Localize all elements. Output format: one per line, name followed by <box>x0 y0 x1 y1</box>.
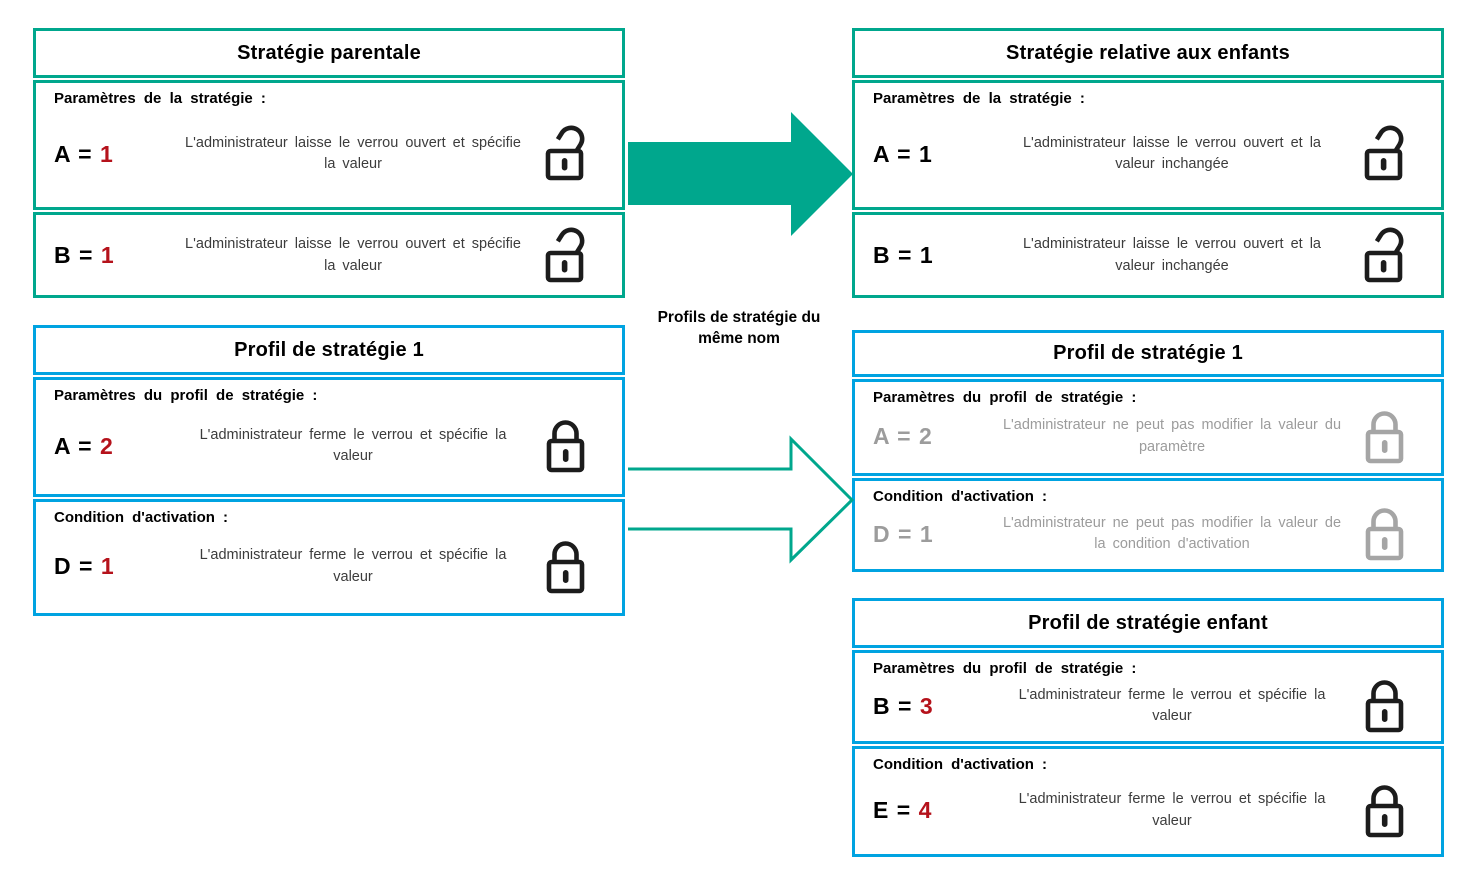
param-row-d <box>873 505 1425 563</box>
child-received-profile-title: Profil de stratégie 1 <box>852 330 1444 377</box>
outline-inherit-arrow <box>628 439 852 560</box>
param-row-a <box>54 404 606 488</box>
param-e-value: E = 4 <box>873 797 932 823</box>
child-policy-profile-box <box>852 598 1444 857</box>
param-b-description: L'administrateur laisse le verrou ouvert et la valeur inchangée <box>1022 236 1321 274</box>
param-row-a <box>873 107 1425 201</box>
param-d-value: D = 1 <box>873 520 933 547</box>
child-policy-box <box>852 28 1444 298</box>
unlocked-lock-icon <box>1343 226 1425 286</box>
param-a-value: A = 1 <box>873 140 932 167</box>
child-profile-condition-cell <box>852 746 1444 857</box>
same-name-profiles-label: Profils de stratégie du même nom <box>657 309 821 347</box>
param-d-value: D = 1 <box>54 553 114 579</box>
child-policy-title: Stratégie relative aux enfants <box>852 28 1444 78</box>
activation-condition-label: Condition d'activation : <box>873 488 1048 505</box>
activation-condition-label: Condition d'activation : <box>54 509 229 526</box>
solid-inherit-arrow <box>628 112 853 236</box>
received-profile-param-a-cell <box>852 379 1444 476</box>
policy-settings-label: Paramètres de la stratégie : <box>54 90 266 107</box>
param-row-b <box>873 222 1425 289</box>
unlocked-lock-icon <box>524 226 606 286</box>
profile-settings-label: Paramètres du profil de stratégie : <box>873 389 1137 406</box>
locked-lock-icon <box>1343 782 1425 840</box>
parent-policy-title: Stratégie parentale <box>33 28 625 78</box>
param-a-description: L'administrateur ferme le verrou et spécifie la valeur <box>199 426 507 464</box>
profile-settings-label: Paramètres du profil de stratégie : <box>54 387 318 404</box>
parent-policy-box <box>33 28 625 298</box>
param-a-value: A = 1 <box>54 140 113 167</box>
parent-profile-title: Profil de stratégie 1 <box>33 325 625 375</box>
parent-policy-param-a-cell <box>33 80 625 210</box>
locked-lock-icon-gray <box>1343 408 1425 466</box>
param-a-value: A = 2 <box>873 423 932 449</box>
param-a-description: L'administrateur laisse le verrou ouvert et la valeur inchangée <box>1022 134 1321 172</box>
param-d-description: L'administrateur ne peut pas modifier la valeur de la condition d'activation <box>1002 514 1342 552</box>
param-d-description: L'administrateur ferme le verrou et spécifie la valeur <box>199 547 507 585</box>
child-profile-param-b-cell <box>852 650 1444 744</box>
param-row-a <box>54 107 606 201</box>
param-a-value: A = 2 <box>54 432 113 459</box>
param-b-description: L'administrateur laisse le verrou ouvert et spécifie la valeur <box>185 236 521 274</box>
locked-lock-icon-gray <box>1343 505 1425 563</box>
param-a-description: L'administrateur laisse le verrou ouvert et spécifie la valeur <box>185 134 521 172</box>
param-row-d <box>54 526 606 607</box>
child-received-profile-box <box>852 330 1444 572</box>
activation-condition-label: Condition d'activation : <box>873 756 1048 773</box>
policy-settings-label: Paramètres de la stratégie : <box>873 90 1085 107</box>
param-row-e <box>873 773 1425 848</box>
locked-lock-icon <box>524 417 606 475</box>
param-b-value: B = 3 <box>873 692 933 719</box>
param-row-b <box>54 222 606 289</box>
param-e-description: L'administrateur ferme le verrou et spécifie la valeur <box>1018 791 1326 829</box>
child-profile-title: Profil de stratégie enfant <box>852 598 1444 648</box>
param-row-a <box>873 406 1425 467</box>
unlocked-lock-icon <box>524 124 606 184</box>
unlocked-lock-icon <box>1343 124 1425 184</box>
parent-policy-profile-box <box>33 325 625 616</box>
parent-policy-param-b-cell <box>33 212 625 298</box>
profile-settings-label: Paramètres du profil de stratégie : <box>873 660 1137 677</box>
param-b-value: B = 1 <box>54 242 114 268</box>
child-policy-param-b-cell <box>852 212 1444 298</box>
param-a-description: L'administrateur ne peut pas modifier la valeur du paramètre <box>1002 417 1342 455</box>
param-b-description: L'administrateur ferme le verrou et spécifie la valeur <box>1018 686 1326 724</box>
parent-profile-condition-cell <box>33 499 625 616</box>
param-row-b <box>873 677 1425 735</box>
locked-lock-icon <box>1343 677 1425 735</box>
param-b-value: B = 1 <box>873 242 933 268</box>
locked-lock-icon <box>524 538 606 596</box>
parent-profile-param-a-cell <box>33 377 625 497</box>
received-profile-condition-cell <box>852 478 1444 572</box>
child-policy-param-a-cell <box>852 80 1444 210</box>
